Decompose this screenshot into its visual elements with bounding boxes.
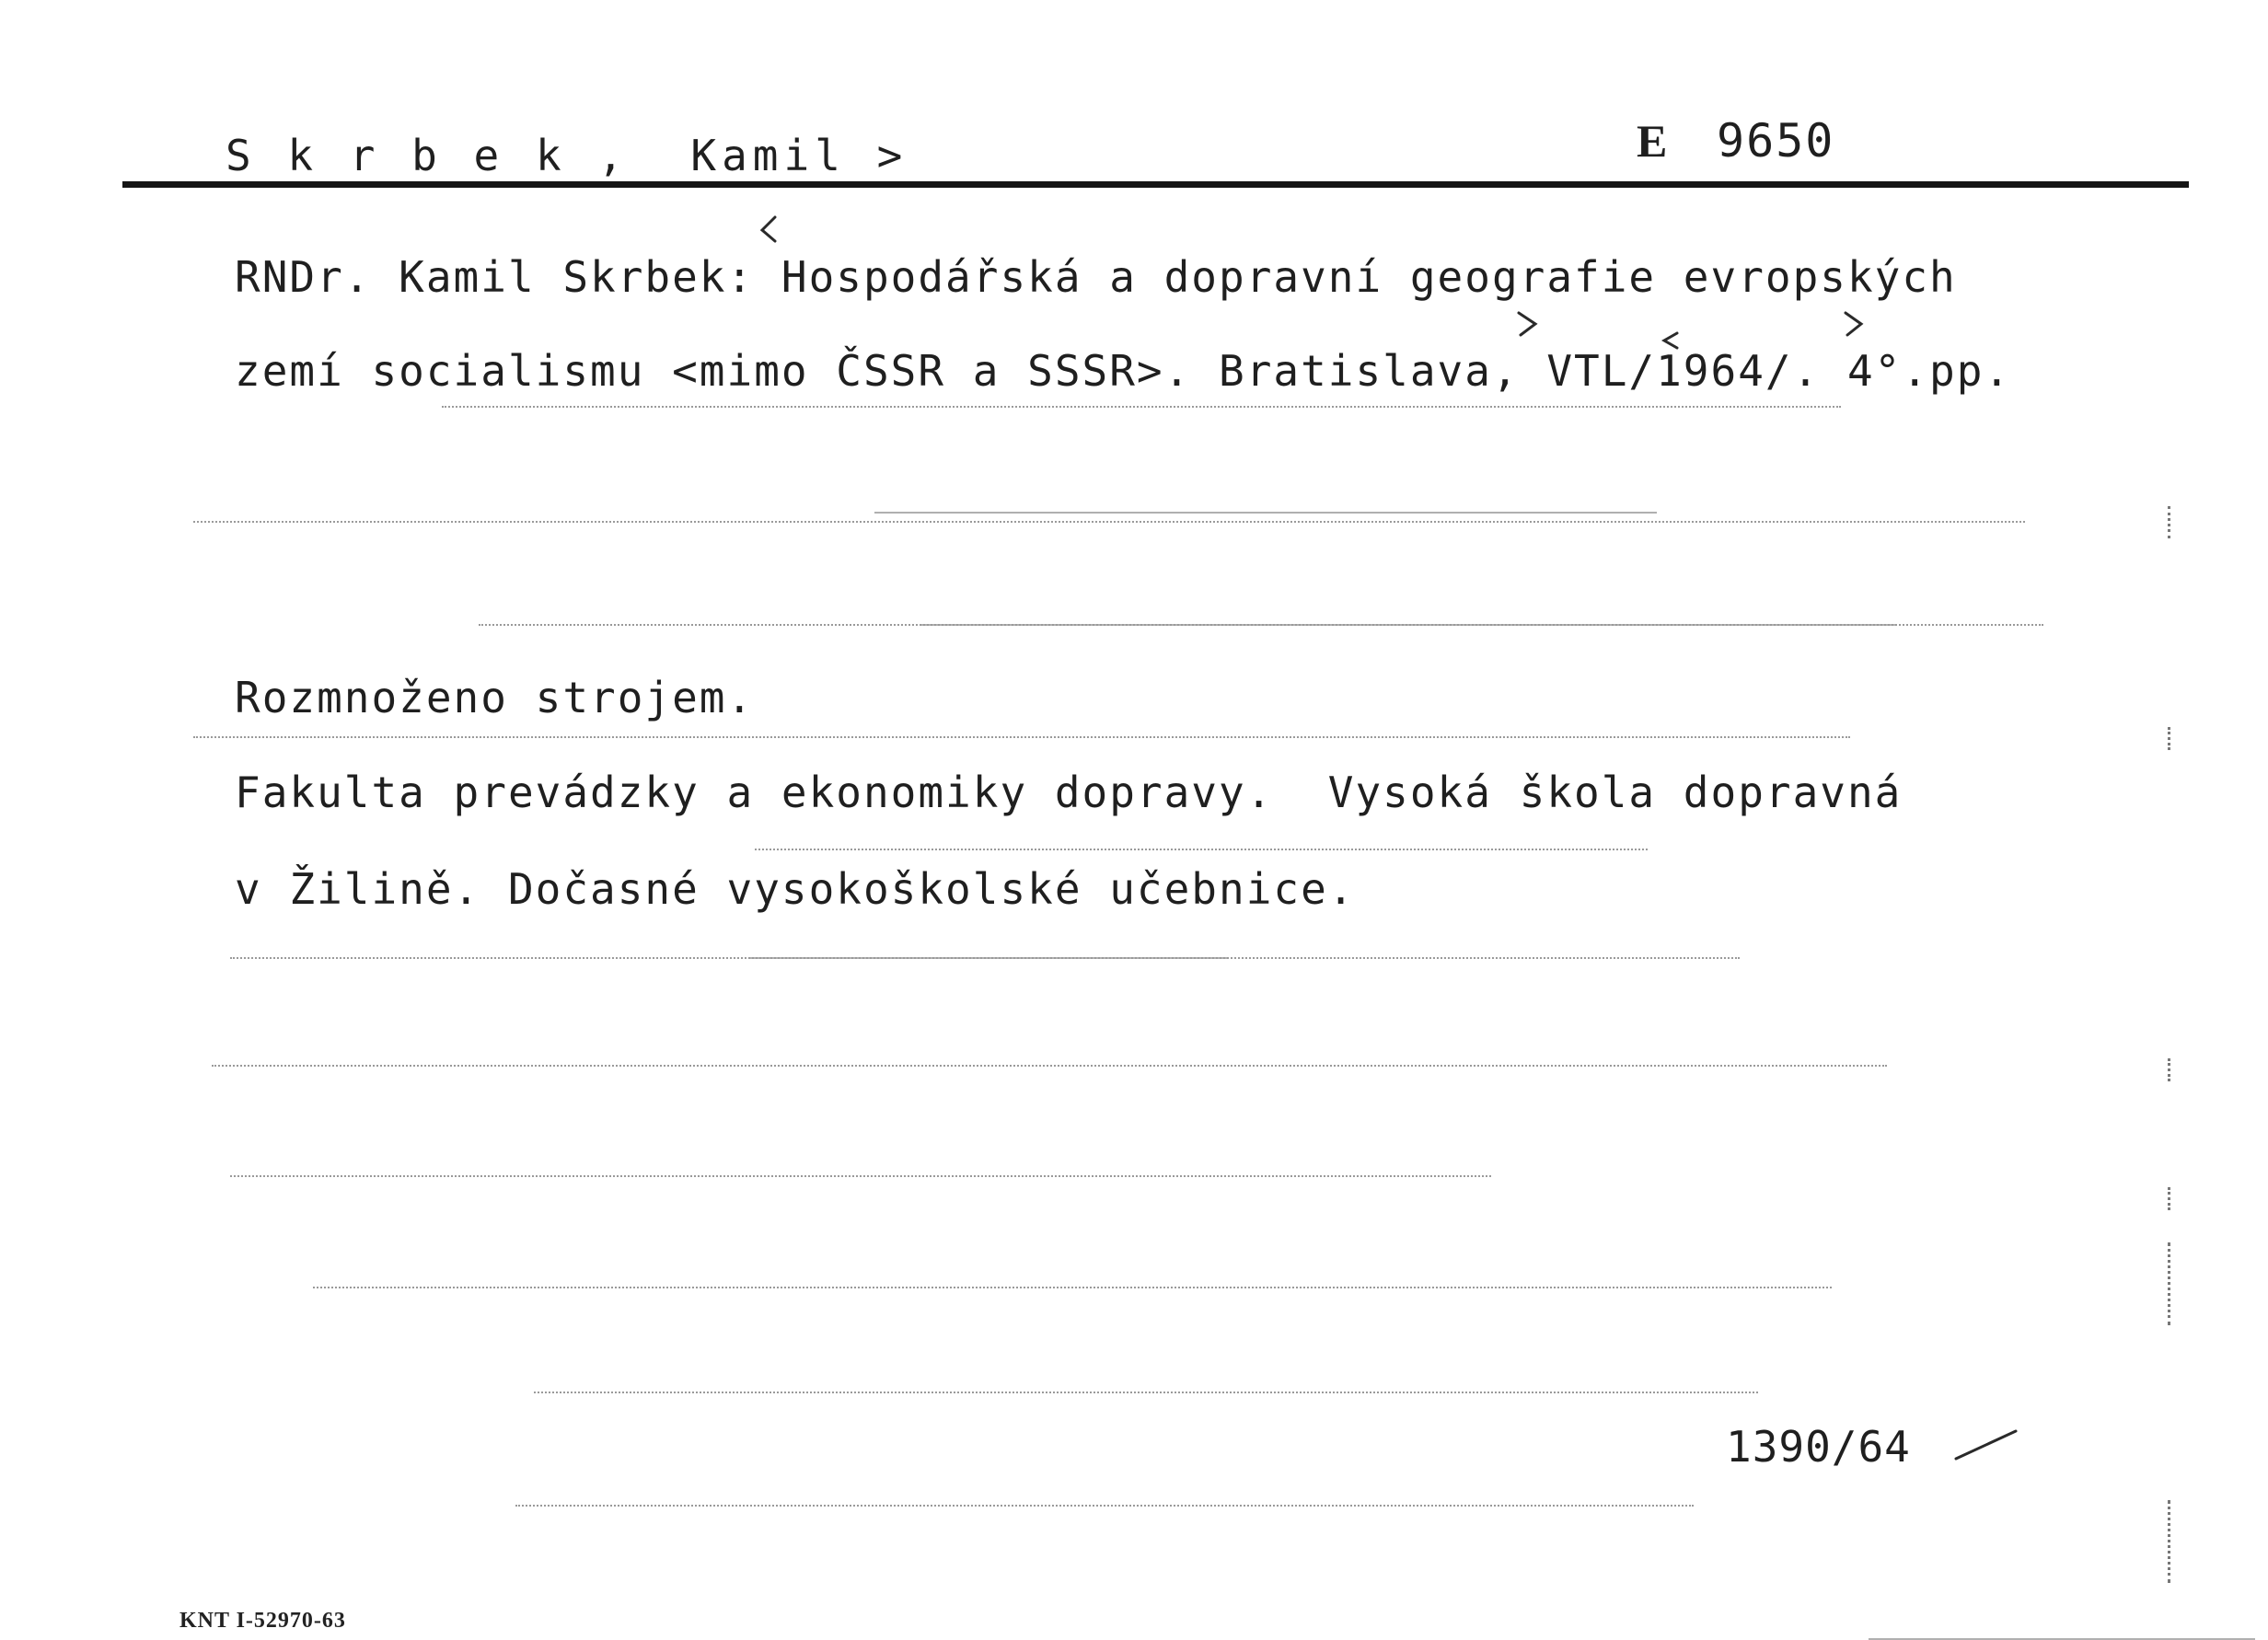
title-line-2: zemí socialismu <mimo ČSSR a SSSR>. Bratislava, VTL/1964/. 4°.pp. bbox=[235, 346, 2012, 396]
guide-line bbox=[230, 1175, 1491, 1177]
note-line-1: Rozmnoženo strojem. bbox=[235, 673, 755, 722]
guide-line bbox=[313, 1287, 1832, 1288]
guide-line bbox=[515, 1505, 1694, 1507]
edge-perforation bbox=[2168, 1500, 2170, 1583]
title-line-1: RNDr. Kamil Skrbek: Hospodářská a dopravní geografie evropských bbox=[235, 252, 1957, 302]
accession-number: 1390/64 bbox=[1726, 1422, 1911, 1472]
guide-line bbox=[442, 406, 1841, 408]
guide-line bbox=[193, 521, 2025, 523]
guide-line bbox=[534, 1392, 1758, 1393]
edge-perforation bbox=[2168, 1187, 2170, 1210]
edge-perforation bbox=[2168, 506, 2170, 538]
call-number: 9650 bbox=[1717, 114, 1835, 167]
guide-line bbox=[230, 957, 1740, 959]
guide-line bbox=[193, 736, 1850, 738]
guide-line bbox=[212, 1065, 1887, 1067]
edge-perforation bbox=[2168, 1058, 2170, 1081]
author-heading: S k r b e k , Kamil > bbox=[226, 131, 908, 180]
guide-line bbox=[755, 849, 1648, 850]
card-print-code: KNT I-52970-63 bbox=[179, 1609, 346, 1633]
note-line-3: v Žilině. Dočasné vysokoškolské učebnice. bbox=[235, 864, 1356, 914]
edge-perforation bbox=[2168, 727, 2170, 750]
note-line-2: Fakulta prevádzky a ekonomiky dopravy. Vysoká škola dopravná bbox=[235, 768, 1903, 817]
edge-perforation bbox=[2168, 1242, 2170, 1325]
guide-line bbox=[479, 624, 2043, 626]
guide-line bbox=[874, 512, 1657, 514]
call-number-letter: E bbox=[1637, 115, 1668, 167]
